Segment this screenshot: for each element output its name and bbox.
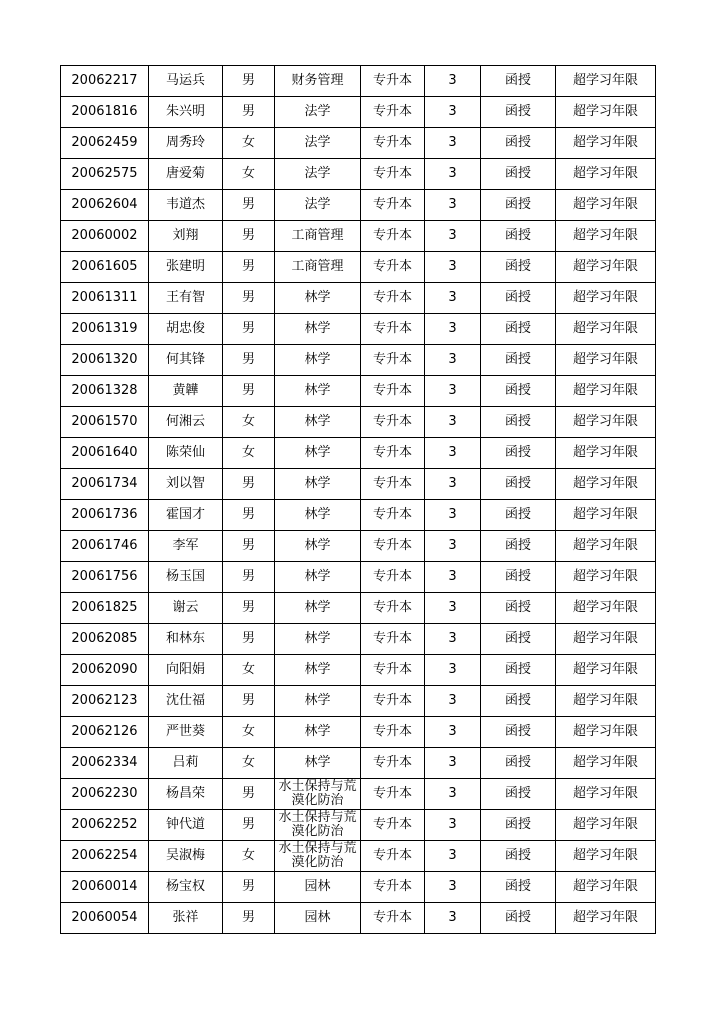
study-mode-cell: 函授	[481, 810, 556, 841]
years-cell: 3	[425, 407, 481, 438]
table-row	[61, 314, 656, 345]
status-cell: 超学习年限	[556, 593, 656, 624]
status-cell: 超学习年限	[556, 345, 656, 376]
student-name-cell: 马运兵	[149, 66, 223, 97]
status-cell: 超学习年限	[556, 221, 656, 252]
student-id-cell: 20061736	[61, 500, 149, 531]
years-cell: 3	[425, 190, 481, 221]
level-cell: 专升本	[361, 562, 425, 593]
major-cell: 林学	[275, 748, 361, 779]
major-cell: 工商管理	[275, 252, 361, 283]
table-row	[61, 376, 656, 407]
major-cell: 法学	[275, 190, 361, 221]
level-cell: 专升本	[361, 283, 425, 314]
student-name-cell: 刘翔	[149, 221, 223, 252]
years-cell: 3	[425, 717, 481, 748]
study-mode-cell: 函授	[481, 376, 556, 407]
gender-cell: 女	[223, 159, 275, 190]
level-cell: 专升本	[361, 469, 425, 500]
student-id-cell: 20062254	[61, 841, 149, 872]
level-cell: 专升本	[361, 128, 425, 159]
table-body	[61, 66, 656, 934]
status-cell: 超学习年限	[556, 128, 656, 159]
student-name-cell: 胡忠俊	[149, 314, 223, 345]
gender-cell: 女	[223, 407, 275, 438]
student-name-cell: 吴淑梅	[149, 841, 223, 872]
years-cell: 3	[425, 283, 481, 314]
table-row	[61, 810, 656, 841]
status-cell: 超学习年限	[556, 624, 656, 655]
years-cell: 3	[425, 97, 481, 128]
student-id-cell: 20061570	[61, 407, 149, 438]
status-cell: 超学习年限	[556, 872, 656, 903]
level-cell: 专升本	[361, 779, 425, 810]
student-id-cell: 20062459	[61, 128, 149, 159]
table-row	[61, 562, 656, 593]
major-cell: 林学	[275, 376, 361, 407]
student-name-cell: 唐爱菊	[149, 159, 223, 190]
years-cell: 3	[425, 624, 481, 655]
student-name-cell: 何其锋	[149, 345, 223, 376]
gender-cell: 男	[223, 593, 275, 624]
level-cell: 专升本	[361, 376, 425, 407]
student-name-cell: 何湘云	[149, 407, 223, 438]
major-cell: 林学	[275, 562, 361, 593]
gender-cell: 女	[223, 748, 275, 779]
gender-cell: 女	[223, 717, 275, 748]
table-row	[61, 128, 656, 159]
table-row	[61, 469, 656, 500]
level-cell: 专升本	[361, 66, 425, 97]
student-name-cell: 周秀玲	[149, 128, 223, 159]
study-mode-cell: 函授	[481, 624, 556, 655]
gender-cell: 男	[223, 531, 275, 562]
status-cell: 超学习年限	[556, 407, 656, 438]
table-row	[61, 97, 656, 128]
years-cell: 3	[425, 686, 481, 717]
study-mode-cell: 函授	[481, 872, 556, 903]
level-cell: 专升本	[361, 686, 425, 717]
student-id-cell: 20061825	[61, 593, 149, 624]
gender-cell: 男	[223, 500, 275, 531]
gender-cell: 男	[223, 376, 275, 407]
major-cell: 法学	[275, 97, 361, 128]
student-id-cell: 20062604	[61, 190, 149, 221]
years-cell: 3	[425, 252, 481, 283]
study-mode-cell: 函授	[481, 252, 556, 283]
gender-cell: 男	[223, 97, 275, 128]
major-cell: 法学	[275, 159, 361, 190]
study-mode-cell: 函授	[481, 686, 556, 717]
major-cell: 林学	[275, 593, 361, 624]
status-cell: 超学习年限	[556, 531, 656, 562]
years-cell: 3	[425, 903, 481, 934]
gender-cell: 男	[223, 624, 275, 655]
years-cell: 3	[425, 562, 481, 593]
level-cell: 专升本	[361, 655, 425, 686]
study-mode-cell: 函授	[481, 128, 556, 159]
level-cell: 专升本	[361, 500, 425, 531]
level-cell: 专升本	[361, 810, 425, 841]
years-cell: 3	[425, 345, 481, 376]
major-cell: 财务管理	[275, 66, 361, 97]
student-name-cell: 沈仕福	[149, 686, 223, 717]
student-name-cell: 李军	[149, 531, 223, 562]
status-cell: 超学习年限	[556, 841, 656, 872]
level-cell: 专升本	[361, 221, 425, 252]
table-row	[61, 66, 656, 97]
student-id-cell: 20062090	[61, 655, 149, 686]
years-cell: 3	[425, 66, 481, 97]
student-name-cell: 吕莉	[149, 748, 223, 779]
study-mode-cell: 函授	[481, 903, 556, 934]
table-row	[61, 748, 656, 779]
table-row	[61, 717, 656, 748]
study-mode-cell: 函授	[481, 345, 556, 376]
student-name-cell: 黄韡	[149, 376, 223, 407]
status-cell: 超学习年限	[556, 190, 656, 221]
years-cell: 3	[425, 221, 481, 252]
level-cell: 专升本	[361, 624, 425, 655]
gender-cell: 男	[223, 562, 275, 593]
gender-cell: 男	[223, 190, 275, 221]
student-name-cell: 杨玉国	[149, 562, 223, 593]
table-row	[61, 345, 656, 376]
level-cell: 专升本	[361, 252, 425, 283]
study-mode-cell: 函授	[481, 748, 556, 779]
gender-cell: 男	[223, 469, 275, 500]
table-row	[61, 903, 656, 934]
student-id-cell: 20061311	[61, 283, 149, 314]
study-mode-cell: 函授	[481, 469, 556, 500]
major-cell: 林学	[275, 717, 361, 748]
study-mode-cell: 函授	[481, 562, 556, 593]
years-cell: 3	[425, 531, 481, 562]
student-name-cell: 向阳娟	[149, 655, 223, 686]
level-cell: 专升本	[361, 903, 425, 934]
study-mode-cell: 函授	[481, 190, 556, 221]
student-name-cell: 霍国才	[149, 500, 223, 531]
table-row	[61, 593, 656, 624]
status-cell: 超学习年限	[556, 903, 656, 934]
table-row	[61, 407, 656, 438]
student-id-cell: 20061746	[61, 531, 149, 562]
years-cell: 3	[425, 810, 481, 841]
status-cell: 超学习年限	[556, 66, 656, 97]
study-mode-cell: 函授	[481, 159, 556, 190]
student-name-cell: 杨昌荣	[149, 779, 223, 810]
student-name-cell: 严世葵	[149, 717, 223, 748]
student-name-cell: 杨宝权	[149, 872, 223, 903]
level-cell: 专升本	[361, 97, 425, 128]
status-cell: 超学习年限	[556, 438, 656, 469]
study-mode-cell: 函授	[481, 438, 556, 469]
table-row	[61, 221, 656, 252]
gender-cell: 男	[223, 252, 275, 283]
gender-cell: 男	[223, 345, 275, 376]
table-row	[61, 500, 656, 531]
gender-cell: 男	[223, 283, 275, 314]
major-cell: 林学	[275, 469, 361, 500]
status-cell: 超学习年限	[556, 252, 656, 283]
student-name-cell: 朱兴明	[149, 97, 223, 128]
student-id-cell: 20062085	[61, 624, 149, 655]
table-row	[61, 252, 656, 283]
level-cell: 专升本	[361, 345, 425, 376]
student-id-cell: 20062334	[61, 748, 149, 779]
student-id-cell: 20062126	[61, 717, 149, 748]
status-cell: 超学习年限	[556, 686, 656, 717]
gender-cell: 男	[223, 779, 275, 810]
student-name-cell: 谢云	[149, 593, 223, 624]
student-id-cell: 20062230	[61, 779, 149, 810]
gender-cell: 男	[223, 810, 275, 841]
student-id-cell: 20062217	[61, 66, 149, 97]
years-cell: 3	[425, 159, 481, 190]
study-mode-cell: 函授	[481, 221, 556, 252]
table-row	[61, 159, 656, 190]
student-table	[60, 65, 656, 934]
years-cell: 3	[425, 128, 481, 159]
student-name-cell: 王有智	[149, 283, 223, 314]
gender-cell: 男	[223, 314, 275, 345]
student-id-cell: 20062575	[61, 159, 149, 190]
study-mode-cell: 函授	[481, 97, 556, 128]
major-cell: 水土保持与荒漠化防治	[275, 841, 361, 872]
student-id-cell: 20061640	[61, 438, 149, 469]
major-cell: 园林	[275, 903, 361, 934]
table-row	[61, 686, 656, 717]
status-cell: 超学习年限	[556, 655, 656, 686]
status-cell: 超学习年限	[556, 562, 656, 593]
study-mode-cell: 函授	[481, 531, 556, 562]
student-name-cell: 韦道杰	[149, 190, 223, 221]
table-row	[61, 283, 656, 314]
study-mode-cell: 函授	[481, 841, 556, 872]
years-cell: 3	[425, 376, 481, 407]
study-mode-cell: 函授	[481, 407, 556, 438]
student-id-cell: 20061605	[61, 252, 149, 283]
student-name-cell: 张建明	[149, 252, 223, 283]
level-cell: 专升本	[361, 593, 425, 624]
major-cell: 林学	[275, 655, 361, 686]
major-cell: 林学	[275, 531, 361, 562]
level-cell: 专升本	[361, 314, 425, 345]
years-cell: 3	[425, 779, 481, 810]
status-cell: 超学习年限	[556, 810, 656, 841]
study-mode-cell: 函授	[481, 593, 556, 624]
student-id-cell: 20061756	[61, 562, 149, 593]
student-name-cell: 陈荣仙	[149, 438, 223, 469]
major-cell: 工商管理	[275, 221, 361, 252]
major-cell: 水土保持与荒漠化防治	[275, 779, 361, 810]
study-mode-cell: 函授	[481, 655, 556, 686]
level-cell: 专升本	[361, 190, 425, 221]
student-name-cell: 钟代道	[149, 810, 223, 841]
major-cell: 林学	[275, 283, 361, 314]
student-id-cell: 20062252	[61, 810, 149, 841]
status-cell: 超学习年限	[556, 97, 656, 128]
status-cell: 超学习年限	[556, 469, 656, 500]
table-row	[61, 841, 656, 872]
gender-cell: 女	[223, 438, 275, 469]
years-cell: 3	[425, 748, 481, 779]
student-id-cell: 20061320	[61, 345, 149, 376]
status-cell: 超学习年限	[556, 779, 656, 810]
student-id-cell: 20060002	[61, 221, 149, 252]
major-cell: 园林	[275, 872, 361, 903]
table-row	[61, 872, 656, 903]
study-mode-cell: 函授	[481, 66, 556, 97]
years-cell: 3	[425, 593, 481, 624]
study-mode-cell: 函授	[481, 283, 556, 314]
student-id-cell: 20061328	[61, 376, 149, 407]
years-cell: 3	[425, 314, 481, 345]
gender-cell: 男	[223, 66, 275, 97]
major-cell: 林学	[275, 624, 361, 655]
gender-cell: 男	[223, 221, 275, 252]
status-cell: 超学习年限	[556, 159, 656, 190]
student-name-cell: 和林东	[149, 624, 223, 655]
major-cell: 林学	[275, 407, 361, 438]
years-cell: 3	[425, 469, 481, 500]
level-cell: 专升本	[361, 531, 425, 562]
major-cell: 林学	[275, 500, 361, 531]
student-name-cell: 张祥	[149, 903, 223, 934]
student-id-cell: 20062123	[61, 686, 149, 717]
student-id-cell: 20061319	[61, 314, 149, 345]
status-cell: 超学习年限	[556, 500, 656, 531]
gender-cell: 女	[223, 841, 275, 872]
student-id-cell: 20060054	[61, 903, 149, 934]
years-cell: 3	[425, 500, 481, 531]
status-cell: 超学习年限	[556, 376, 656, 407]
gender-cell: 男	[223, 686, 275, 717]
years-cell: 3	[425, 872, 481, 903]
level-cell: 专升本	[361, 717, 425, 748]
study-mode-cell: 函授	[481, 779, 556, 810]
level-cell: 专升本	[361, 159, 425, 190]
table-row	[61, 531, 656, 562]
level-cell: 专升本	[361, 438, 425, 469]
gender-cell: 女	[223, 655, 275, 686]
level-cell: 专升本	[361, 407, 425, 438]
major-cell: 林学	[275, 686, 361, 717]
level-cell: 专升本	[361, 748, 425, 779]
status-cell: 超学习年限	[556, 717, 656, 748]
table-row	[61, 655, 656, 686]
years-cell: 3	[425, 438, 481, 469]
table-row	[61, 779, 656, 810]
student-id-cell: 20061734	[61, 469, 149, 500]
years-cell: 3	[425, 841, 481, 872]
major-cell: 林学	[275, 314, 361, 345]
level-cell: 专升本	[361, 872, 425, 903]
major-cell: 水土保持与荒漠化防治	[275, 810, 361, 841]
years-cell: 3	[425, 655, 481, 686]
major-cell: 林学	[275, 438, 361, 469]
table-row	[61, 624, 656, 655]
major-cell: 法学	[275, 128, 361, 159]
gender-cell: 女	[223, 128, 275, 159]
study-mode-cell: 函授	[481, 314, 556, 345]
student-id-cell: 20060014	[61, 872, 149, 903]
student-name-cell: 刘以智	[149, 469, 223, 500]
study-mode-cell: 函授	[481, 500, 556, 531]
study-mode-cell: 函授	[481, 717, 556, 748]
table-row	[61, 438, 656, 469]
status-cell: 超学习年限	[556, 314, 656, 345]
level-cell: 专升本	[361, 841, 425, 872]
status-cell: 超学习年限	[556, 748, 656, 779]
gender-cell: 男	[223, 903, 275, 934]
table-row	[61, 190, 656, 221]
status-cell: 超学习年限	[556, 283, 656, 314]
gender-cell: 男	[223, 872, 275, 903]
student-id-cell: 20061816	[61, 97, 149, 128]
major-cell: 林学	[275, 345, 361, 376]
